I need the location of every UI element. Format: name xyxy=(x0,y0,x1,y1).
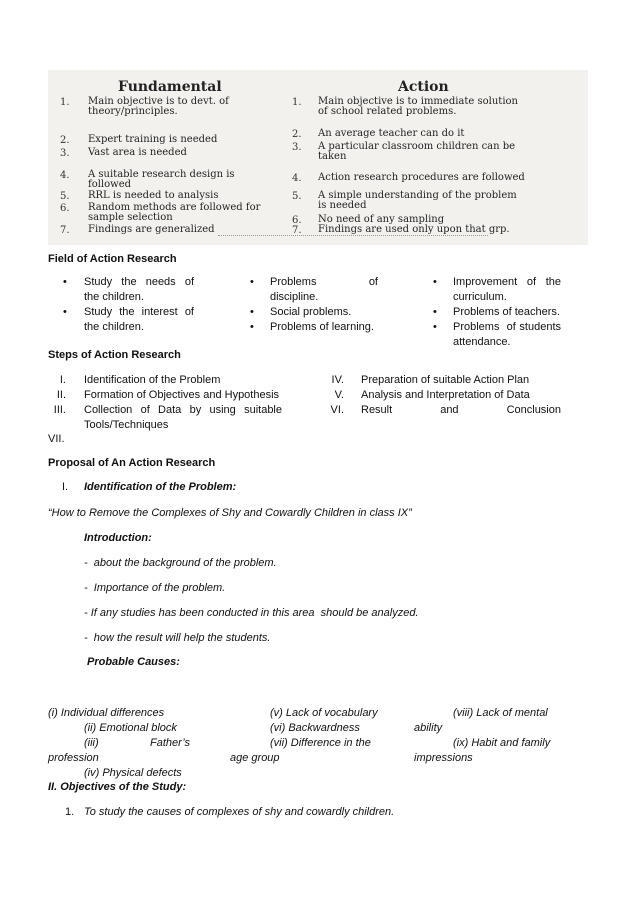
cause-9-cont: impressions xyxy=(414,752,473,764)
action-item-number: 4. xyxy=(292,173,302,184)
field-item-text: curriculum. xyxy=(453,291,507,303)
action-item-text: is needed xyxy=(318,200,367,211)
fundamental-item-text: Vast area is needed xyxy=(88,147,187,158)
field-item-text: Study the interest of xyxy=(84,306,194,318)
step-numeral: VI. xyxy=(330,404,344,416)
bullet-icon: • xyxy=(63,306,67,318)
step-numeral: I. xyxy=(59,374,66,386)
action-header: Action xyxy=(398,79,449,95)
fundamental-item-text: sample selection xyxy=(88,212,173,223)
action-item-number: 6. xyxy=(292,215,302,226)
bullet-icon: • xyxy=(433,276,437,288)
dotted-divider xyxy=(218,235,488,236)
cause-3-cont: profession xyxy=(48,752,99,764)
bullet-icon: • xyxy=(250,321,254,333)
step-numeral: III. xyxy=(53,404,66,416)
fundamental-item-number: 1. xyxy=(60,97,70,108)
field-item-text: Improvement of the xyxy=(453,276,561,288)
cause-3-word: Father’s xyxy=(150,737,190,749)
bullet-icon: • xyxy=(250,276,254,288)
bullet-icon: • xyxy=(250,306,254,318)
action-item-number: 7. xyxy=(292,225,302,236)
probable-causes-label: Probable Causes: xyxy=(87,656,180,668)
action-item-text: taken xyxy=(318,151,347,162)
introduction-point: - Importance of the problem. xyxy=(84,582,226,594)
action-item-text: Main objective is to immediate solution xyxy=(318,96,518,107)
field-item-text: Study the needs of xyxy=(84,276,194,288)
cause-1: (i) Individual differences xyxy=(48,707,165,719)
field-item-text: attendance. xyxy=(453,336,511,348)
action-item-text: A simple understanding of the problem xyxy=(318,190,517,201)
fundamental-item-text: followed xyxy=(88,179,132,190)
action-item-text: Findings are used only upon that grp. xyxy=(318,224,510,235)
step-text: Formation of Objectives and Hypothesis xyxy=(84,389,280,401)
field-item-text: Problems of teachers. xyxy=(453,306,560,318)
cause-6: (vi) Backwardness xyxy=(270,722,360,734)
introduction-point: - how the result will help the students. xyxy=(84,632,271,644)
field-item-text: the children. xyxy=(84,321,144,333)
fundamental-item-text: theory/principles. xyxy=(88,106,178,117)
comparison-table-image xyxy=(48,70,588,245)
action-item-text: A particular classroom children can be xyxy=(318,141,516,152)
bullet-icon: • xyxy=(433,321,437,333)
action-item-text: of school related problems. xyxy=(318,106,457,117)
step-numeral: II. xyxy=(56,389,66,401)
fundamental-item-text: RRL is needed to analysis xyxy=(88,190,219,201)
action-item-text: No need of any sampling xyxy=(318,214,445,225)
fundamental-header: Fundamental xyxy=(118,79,222,95)
cause-9: (ix) Habit and family xyxy=(453,737,551,749)
fundamental-item-number: 4. xyxy=(60,170,70,181)
step-text: Collection of Data by using suitable xyxy=(84,404,282,416)
field-item-text: Problems of students xyxy=(453,321,561,333)
field-item-text: the children. xyxy=(84,291,144,303)
cause-2: (ii) Emotional block xyxy=(84,722,177,734)
fundamental-item-text: Findings are generalized xyxy=(88,224,215,235)
step-numeral: V. xyxy=(334,389,344,401)
fundamental-item-number: 2. xyxy=(60,135,70,146)
fundamental-item-text: Expert training is needed xyxy=(88,134,218,145)
action-item-number: 2. xyxy=(292,129,302,140)
cause-7-cont: age group xyxy=(230,752,280,764)
step-vii-numeral: VII. xyxy=(48,433,65,445)
cause-7: (vii) Difference in the xyxy=(270,737,371,749)
introduction-label: Introduction: xyxy=(84,532,152,544)
field-item-text: Social problems. xyxy=(270,306,352,318)
fundamental-item-text: Random methods are followed for xyxy=(88,202,261,213)
fundamental-item-number: 5. xyxy=(60,191,70,202)
action-item-number: 5. xyxy=(292,191,302,202)
action-item-number: 1. xyxy=(292,97,302,108)
fundamental-item-number: 3. xyxy=(60,148,70,159)
cause-4: (iv) Physical defects xyxy=(84,767,182,779)
fundamental-item-number: 6. xyxy=(60,203,70,214)
field-heading: Field of Action Research xyxy=(48,253,177,265)
field-item-text: Problems of xyxy=(270,276,378,288)
proposal-heading: Proposal of An Action Research xyxy=(48,457,216,469)
fundamental-item-text: Main objective is to devt. of xyxy=(88,96,229,107)
step-text: Preparation of suitable Action Plan xyxy=(361,374,530,386)
introduction-point: - about the background of the problem. xyxy=(84,557,277,569)
proposal-item-numeral: I. xyxy=(62,481,69,493)
step-text: Identification of the Problem xyxy=(84,374,221,386)
cause-8-cont: ability xyxy=(414,722,443,734)
introduction-point: - If any studies has been conducted in this area should be analyzed. xyxy=(84,607,419,619)
cause-3-num: (iii) xyxy=(84,737,99,749)
cause-8: (viii) Lack of mental xyxy=(453,707,548,719)
steps-heading: Steps of Action Research xyxy=(48,349,181,361)
objective-number: 1. xyxy=(65,806,75,818)
problem-title: “How to Remove the Complexes of Shy and Cowardly Children in class IX” xyxy=(48,507,412,519)
fundamental-item-number: 7. xyxy=(60,225,70,236)
identification-label: Identification of the Problem: xyxy=(84,481,237,493)
step-text: Tools/Techniques xyxy=(84,419,169,431)
step-text: Analysis and Interpretation of Data xyxy=(361,389,530,401)
step-numeral: IV. xyxy=(331,374,344,386)
field-item-text: Problems of learning. xyxy=(270,321,374,333)
objective-text: To study the causes of complexes of shy and cowardly children. xyxy=(84,806,395,818)
objectives-heading: II. Objectives of the Study: xyxy=(48,781,187,793)
step-text: Result and Conclusion xyxy=(361,404,561,416)
action-item-text: An average teacher can do it xyxy=(318,128,465,139)
action-item-text: Action research procedures are followed xyxy=(318,172,525,183)
field-item-text: discipline. xyxy=(270,291,319,303)
fundamental-item-text: A suitable research design is xyxy=(88,169,235,180)
bullet-icon: • xyxy=(63,276,67,288)
bullet-icon: • xyxy=(433,306,437,318)
cause-5: (v) Lack of vocabulary xyxy=(270,707,378,719)
action-item-number: 3. xyxy=(292,142,302,153)
